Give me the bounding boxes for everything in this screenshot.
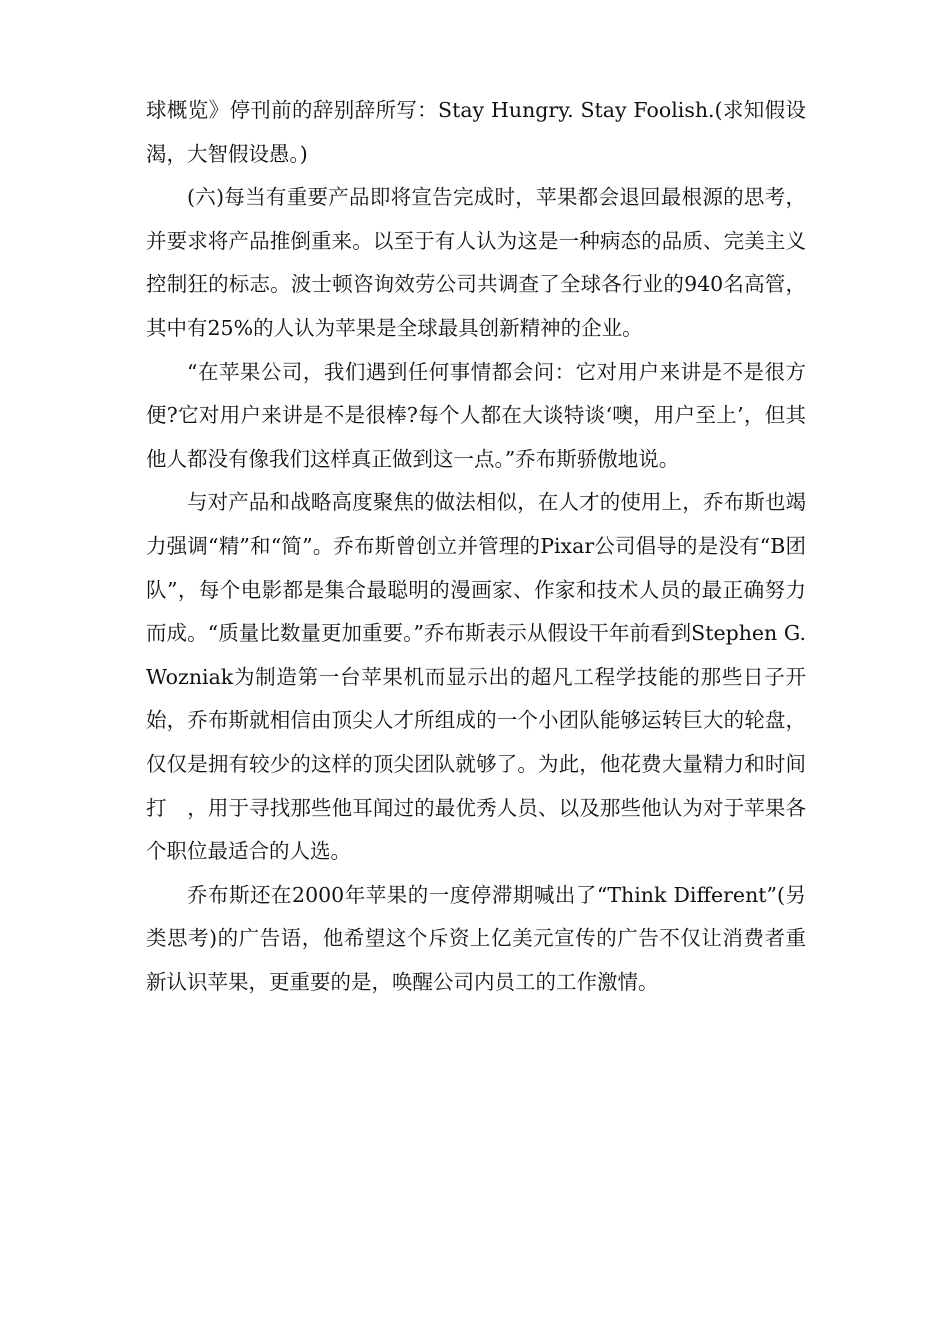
document-body xyxy=(146,89,806,1004)
paragraph-quote: “在苹果公司，我们遇到任何事情都会问：它对用户来讲是不是很方便?它对用户来讲是不是很棒?每个人都在大谈特谈‘噢，用户至上’，但其他人都没有像我们这样真正做到这一点。”乔布斯骄傲地说。 xyxy=(146,359,806,471)
paragraph-six: (六)每当有重要产品即将宣告完成时，苹果都会退回最根源的思考，并要求将产品推倒重来。以至于有人认为这是一种病态的品质、完美主义控制狂的标志。波士顿咨询效劳公司共调查了全球各行业的940名高管，其中有25%的人认为苹果是全球最具创新精神的企业。 xyxy=(146,185,806,340)
paragraph-continuation: 球概览》停刊前的辞别辞所写：Stay Hungry. Stay Foolish.(求知假设渴，大智假设愚。) xyxy=(146,98,806,166)
paragraph-think-different: 乔布斯还在2000年苹果的一度停滞期喊出了“Think Different”(另类思考)的广告语，他希望这个斥资上亿美元宣传的广告不仅让消费者重新认识苹果，更重要的是，唤醒公司内员工的工作激情。 xyxy=(146,882,806,994)
paragraph-talent: 与对产品和战略高度聚焦的做法相似，在人才的使用上，乔布斯也竭力强调“精”和“简”。乔布斯曾创立并管理的Pixar公司倡导的是没有“B团队”，每个电影都是集合最聪明的漫画家、作家和技术人员的最正确努力而成。“质量比数量更加重要。”乔布斯表示从假设干年前看到Stephen G. Wozniak为制造第一台苹果机而显示出的超凡工程学技能的那些日子开始，乔布斯就相信由顶尖人才所组成的一个小团队能够运转巨大的轮盘，仅仅是拥有较少的这样的顶尖团队就够了。为此，他花费大量精力和时间打 ，用于寻找那些他耳闻过的最优秀人员、以及那些他认为对于苹果各个职位最适合的人选。 xyxy=(146,490,806,864)
